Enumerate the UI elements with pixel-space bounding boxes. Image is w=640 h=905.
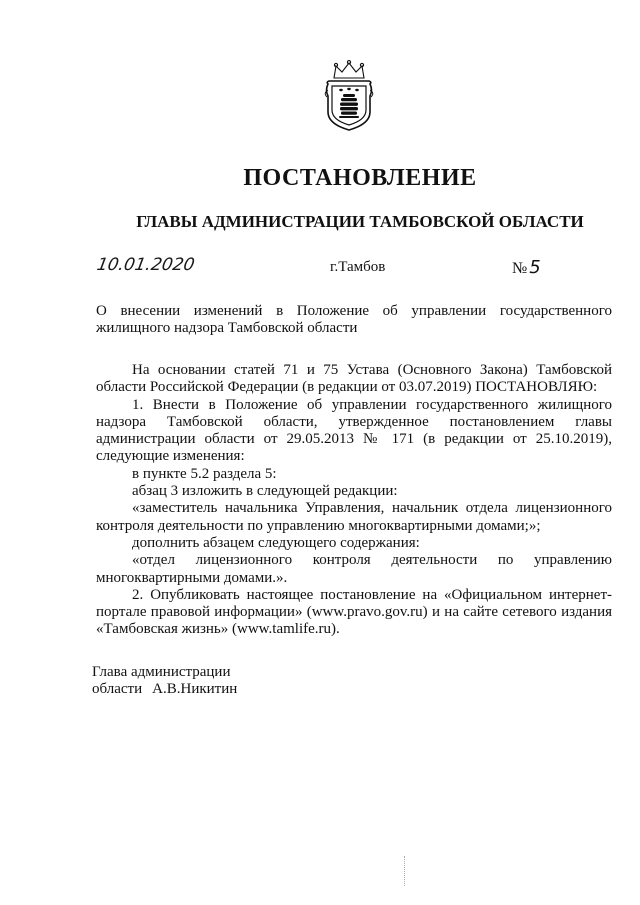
document-number xyxy=(512,257,541,278)
document-city: г.Тамбов xyxy=(330,259,386,275)
number-value: 5 xyxy=(529,257,541,278)
body-paragraph: 2. Опубликовать настоящее постановление на «Официальном интернет-портале правовой информации» (www.pravo.gov.ru) и на сайте сетевого издания «Тамбовская жизнь» (www.tamlife.ru). xyxy=(96,586,612,638)
body-paragraph: «отдел лицензионного контроля деятельности по управлению многоквартирными домами.». xyxy=(96,552,612,586)
body-paragraph: абзац 3 изложить в следующей редакции: xyxy=(132,483,398,500)
subject-line-2: жилищного надзора Тамбовской области xyxy=(96,320,358,336)
document-subject xyxy=(96,303,612,337)
number-sign: № xyxy=(512,260,528,277)
signatory-name: А.В.Никитин xyxy=(152,681,238,697)
body-paragraph: дополнить абзацем следующего содержания: xyxy=(132,534,420,551)
subject-line-1: О внесении изменений в Положение об управлении государственного xyxy=(96,303,612,319)
signatory-title-line-2 xyxy=(92,681,237,698)
body-paragraph: 1. Внести в Положение об управлении государственного жилищного надзора Тамбовской области, утвержденное постановлением главы администрации области от 29.05.2013 № 171 (в редакции от 25.10.2019), следующие изменения: xyxy=(96,396,612,465)
body-paragraph: На основании статей 71 и 75 Устава (Основного Закона) Тамбовской области Российской Федерации (в редакции от 03.07.2019) ПОСТАНОВЛЯЮ: xyxy=(96,362,612,396)
document-type-title: ПОСТАНОВЛЕНИЕ xyxy=(243,165,477,191)
document-body xyxy=(96,362,612,639)
body-paragraph: «заместитель начальника Управления, начальник отдела лицензионного контроля деятельности по управлению многоквартирными домами;»; xyxy=(96,500,612,534)
body-paragraph: в пункте 5.2 раздела 5: xyxy=(132,465,277,482)
signature-block xyxy=(92,664,237,698)
signatory-title-line-1: Глава администрации xyxy=(92,664,231,680)
scan-artifact-mark xyxy=(404,856,406,886)
signatory-title-region: области xyxy=(92,681,143,697)
issuer-heading: ГЛАВЫ АДМИНИСТРАЦИИ ТАМБОВСКОЙ ОБЛАСТИ xyxy=(136,212,584,231)
coat-of-arms-icon xyxy=(324,60,374,132)
document-date: 10.01.2020 xyxy=(95,255,197,275)
